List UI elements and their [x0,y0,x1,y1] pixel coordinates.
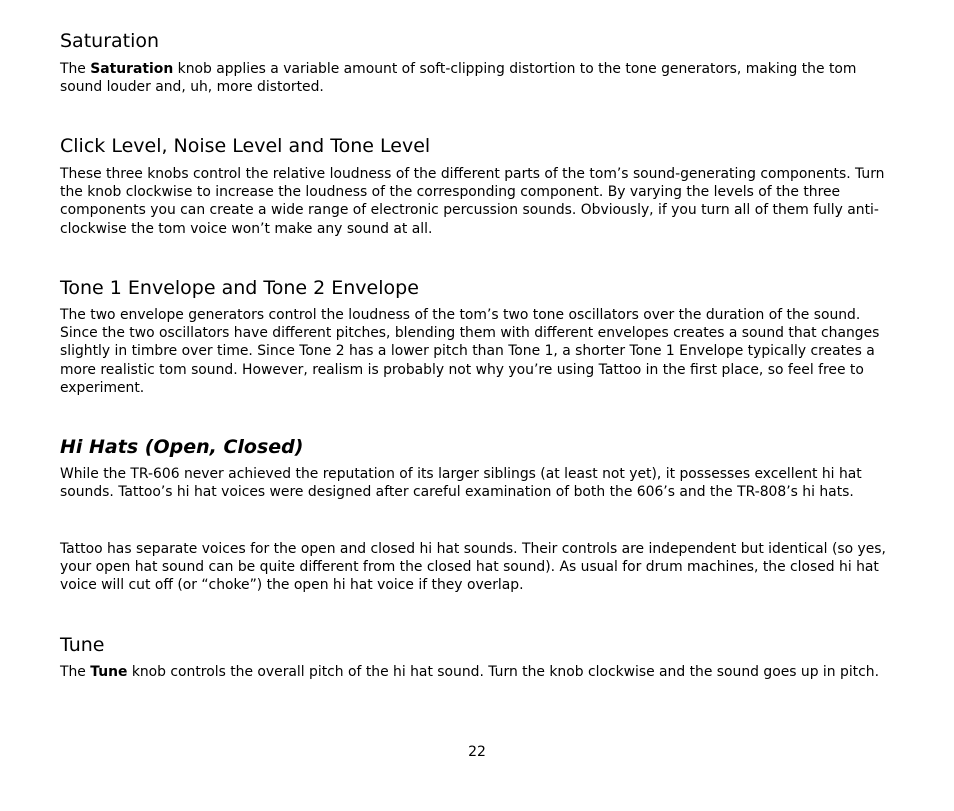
levels-paragraph: These three knobs control the relative loudness of the different parts of the tom’s sound-generating components. Turn the knob clockwise to increase the loudness of the corresponding component. By varying the levels of the three components you can create a wide range of electronic percussion sounds. Obviously, if you turn all of them fully anti-clockwise the tom voice won’t make any sound at all. [60,166,885,237]
hihats-heading: Hi Hats (Open, Closed) [60,436,304,458]
saturation-paragraph [60,60,900,96]
saturation-heading: Saturation [60,30,160,52]
levels-heading: Click Level, Noise Level and Tone Level [60,135,431,157]
hihats-paragraph-1: While the TR-606 never achieved the reputation of its larger siblings (at least not yet), it possesses excellent hi hat sounds. Tattoo’s hi hat voices were designed after careful examination of both the 606’s and the TR-808’s hi hats. [60,466,862,501]
tune-heading: Tune [60,634,105,656]
envelope-heading: Tone 1 Envelope and Tone 2 Envelope [60,277,419,299]
saturation-text-pre: The [60,61,91,77]
envelope-paragraph: The two envelope generators control the loudness of the tom’s two tone oscillators over the duration of the sound. Since the two oscillators have different pitches, blending them with different envelopes creates a sound that changes slightly in timbre over time. Since Tone 2 has a lower pitch than Tone 1, a shorter Tone 1 Envelope typically creates a more realistic tom sound. However, realism is probably not why you’re using Tattoo in the first place, so feel free to experiment. [60,307,880,396]
saturation-bold-term: Saturation [90,61,174,77]
tune-bold-term: Tune [90,664,128,680]
page-number: 22 [468,744,486,760]
tune-text-post: knob controls the overall pitch of the hi hat sound. Turn the knob clockwise and the sound goes up in pitch. [127,664,879,680]
tune-text-pre: The [60,664,91,680]
hihats-paragraph-2: Tattoo has separate voices for the open and closed hi hat sounds. Their controls are independent but identical (so yes, your open hat sound can be quite different from the closed hat sound). As usual for drum machines, the closed hi hat voice will cut off (or “choke”) the open hi hat voice if they overlap. [60,541,886,594]
saturation-text-post: knob applies a variable amount of soft-clipping distortion to the tone generators, making the tom sound louder and, uh, more distorted. [60,61,857,96]
tune-paragraph [60,663,900,681]
